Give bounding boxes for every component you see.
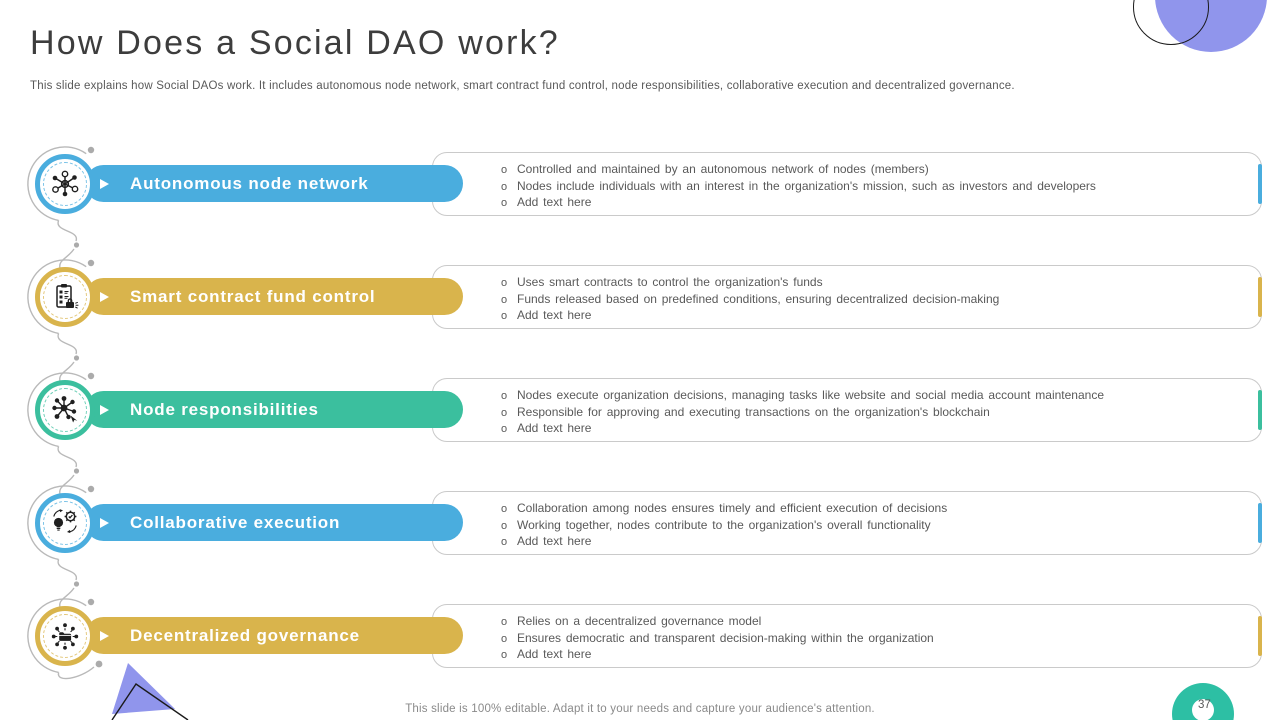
bullet-item [501,388,1251,405]
bullet-list [433,266,1261,325]
step-icon-badge [35,493,95,553]
bullet-item [501,179,1251,196]
idea-gear-collaboration-icon [47,505,83,541]
bullet-text: Controlled and maintained by an autonomous network of nodes (members) [517,162,929,176]
add-text-placeholder[interactable]: Add text here [517,195,592,209]
bullet-text: Responsible for approving and executing transactions on the organization's blockchain [517,404,990,419]
bullet-list [433,605,1261,664]
right-accent-bar [1258,164,1262,204]
bullet-item [501,421,1251,438]
bullet-marker: o [501,503,508,515]
right-accent-bar [1258,616,1262,656]
bullet-marker: o [501,293,508,306]
bullet-item [501,308,1251,325]
step-banner [85,391,463,428]
bullet-item [501,195,1251,212]
bullet-list [433,492,1261,551]
bullet-item [501,292,1251,309]
right-accent-bar [1258,277,1262,317]
bullet-marker: o [501,536,508,548]
bullet-text: Working together, nodes contribute to the organization's overall functionality [517,517,931,532]
step-banner [85,504,463,541]
page-title: How Does a Social DAO work? [30,24,560,62]
right-accent-bar [1258,390,1262,430]
bullet-text: Uses smart contracts to control the organization's funds [517,275,823,289]
bullet-text: Nodes include individuals with an interest in the organization's mission, such as investors and developers [517,178,1096,193]
step-title: Smart contract fund control [130,286,376,306]
bullet-marker: o [501,649,508,661]
step-description-box [432,491,1262,555]
bullet-list [433,153,1261,212]
bullet-marker: o [501,423,508,435]
bullet-text: Funds released based on predefined conditions, ensuring decentralized decision-making [517,291,1000,306]
bullet-item [501,162,1251,179]
bullet-marker: o [501,164,508,176]
bullet-item [501,614,1251,631]
step-title: Collaborative execution [130,512,341,532]
add-text-placeholder[interactable]: Add text here [517,647,592,661]
add-text-placeholder[interactable]: Add text here [517,421,592,435]
bullet-marker: o [501,519,508,532]
step-description-box [432,604,1262,668]
step-title: Decentralized governance [130,625,360,645]
arrow-right-icon [100,292,109,302]
step-icon-badge [35,154,95,214]
arrow-right-icon [100,179,109,189]
step-banner [85,165,463,202]
step-title: Node responsibilities [130,399,319,419]
step-title: Autonomous node network [130,173,369,193]
step-description-box [432,378,1262,442]
bullet-marker: o [501,180,508,193]
bullet-item [501,518,1251,535]
network-nodes-icon [47,166,83,202]
bullet-item [501,275,1251,292]
footer-note: This slide is 100% editable. Adapt it to your needs and capture your audience's attention. [405,703,875,715]
smart-contract-lock-icon [47,279,83,315]
step-banner [85,278,463,315]
step-description-box [432,152,1262,216]
add-text-placeholder[interactable]: Add text here [517,534,592,548]
bullet-list [433,379,1261,438]
bullet-text: Nodes execute organization decisions, managing tasks like website and social media account maintenance [517,388,1104,402]
bullet-text: Ensures democratic and transparent decision-making within the organization [517,630,934,645]
bullet-marker: o [501,616,508,628]
bullet-marker: o [501,406,508,419]
step-icon-badge [35,267,95,327]
arrow-right-icon [100,518,109,528]
bullet-item [501,631,1251,648]
arrow-right-icon [100,631,109,641]
arrow-right-icon [100,405,109,415]
bullet-item [501,405,1251,422]
bullet-item [501,534,1251,551]
bullet-item [501,501,1251,518]
bullet-text: Relies on a decentralized governance model [517,614,762,628]
bullet-marker: o [501,632,508,645]
step-banner [85,617,463,654]
node-hub-network-icon [47,392,83,428]
bullet-marker: o [501,310,508,322]
right-accent-bar [1258,503,1262,543]
bullet-text: Collaboration among nodes ensures timely and efficient execution of decisions [517,501,948,515]
step-description-box [432,265,1262,329]
step-icon-badge [35,380,95,440]
bullet-item [501,647,1251,664]
slide-subtitle: This slide explains how Social DAOs work. It includes autonomous node network, smart contract fund control, node responsibilities, collaborative execution and decentralized governance. [30,80,1015,92]
bullet-marker: o [501,197,508,209]
slide-number: 37 [1198,699,1211,711]
bullet-marker: o [501,277,508,289]
bullet-marker: o [501,390,508,402]
decentralized-folder-network-icon [47,618,83,654]
add-text-placeholder[interactable]: Add text here [517,308,592,322]
step-icon-badge [35,606,95,666]
